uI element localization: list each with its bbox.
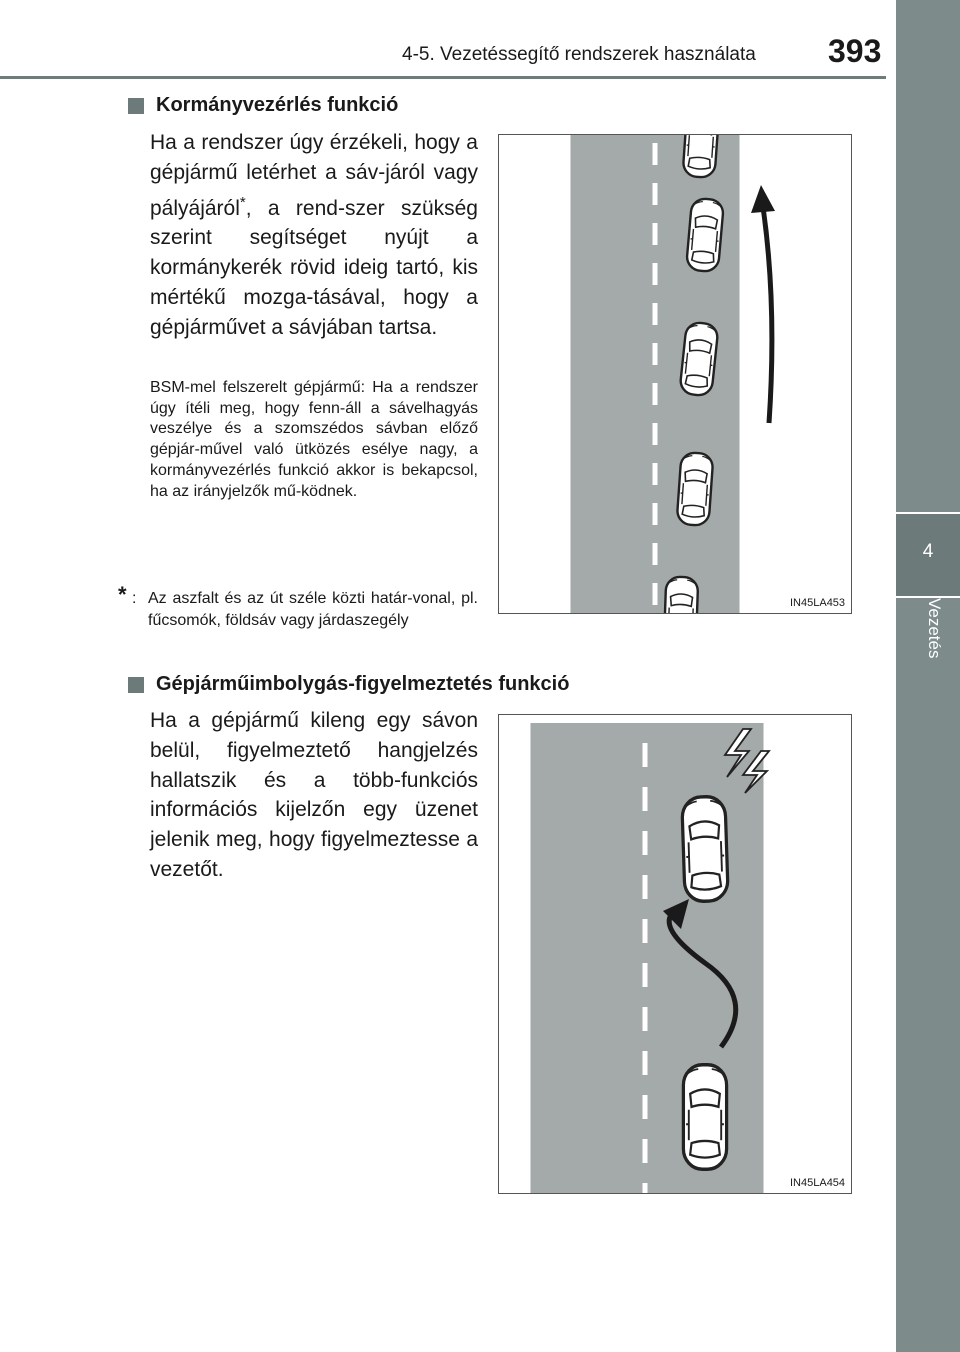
car-icon [664, 576, 698, 613]
chapter-number-box [896, 514, 960, 596]
correction-arrow-line [763, 207, 772, 423]
car-icon [682, 796, 729, 902]
section-heading-text: Kormányvezérlés funkció [156, 94, 399, 116]
car-icon [677, 452, 714, 526]
figure-lane-keeping [498, 134, 852, 614]
car-icon [683, 1065, 726, 1169]
figure-lane-keeping-illustration [499, 135, 851, 613]
arrow-head-icon [751, 185, 775, 213]
section-heading-text: Gépjárműimbolygás-figyelmeztetés funkció [156, 673, 570, 695]
section-body-sway: Ha a gépjármű kileng egy sávon belül, figyelmeztető hangjelzés hallatszik és a több-funkciós információs kijelzőn egy üzenet jelenik meg, hogy figyelmeztesse a vezetőt. [150, 709, 478, 881]
footnote-marker: * [239, 193, 246, 211]
footnote-text: Az aszfalt és az út széle közti határ-vonal, pl. fűcsomók, földsáv vagy járdaszegély [148, 590, 478, 629]
car-icon [679, 322, 718, 397]
section-body-steering: Ha a rendszer úgy érzékeli, hogy a gépjármű letérhet a sáv-járól vagy pályájáról*, a rend-szer szükség szerint segítséget nyújt a kormánykerék rövid ideig tartó, kis mértékű mozga-tásával, hogy a gépjárművet a sávjában tartsa. [150, 131, 478, 339]
figure-code: IN45LA454 [790, 1177, 846, 1189]
chapter-number: 4 [922, 541, 934, 562]
car-icon [683, 135, 720, 178]
figure-sway-warning-illustration [499, 715, 851, 1193]
figure-sway-warning [498, 714, 852, 1194]
footnote [118, 582, 478, 632]
section-heading-steering [128, 94, 398, 117]
footnote-colon: : [132, 590, 137, 607]
footnote-star: * [118, 582, 127, 607]
header-divider [0, 76, 886, 79]
figure-code: IN45LA453 [790, 597, 846, 609]
running-header: 4-5. Vezetéssegítő rendszerek használata [402, 44, 756, 65]
page-number: 393 [828, 33, 882, 69]
car-icon [686, 198, 724, 273]
chapter-label: Vezetés [925, 598, 944, 659]
heading-square-icon [128, 677, 144, 693]
bsm-note: BSM-mel felszerelt gépjármű: Ha a rendszer úgy ítéli meg, hogy fenn-áll a sávelhagyás veszélye és a szomszédos sávban előző gépjár-művel való ütközés esélye nagy, a kormányvezérlés funkció akkor is bekapcsol, ha az irányjelzők mű-ködnek. [150, 379, 478, 500]
heading-square-icon [128, 98, 144, 114]
section-heading-sway [128, 673, 569, 696]
